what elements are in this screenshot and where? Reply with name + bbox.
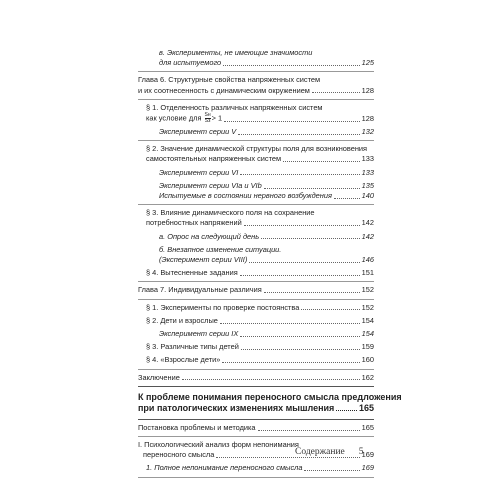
- page-number: 125: [361, 58, 374, 68]
- toc-entry-tested: Испытуемые в состоянии нервного возбуждения 140: [159, 191, 374, 201]
- page-number: 169: [361, 463, 374, 473]
- toc-entry-s4: § 4. Вытесненные задания 151: [146, 268, 374, 278]
- toc-entry-s3a: а. Опрос на следующий день 142: [159, 231, 374, 241]
- toc-entry-p3: 1. Полное непонимание переносного смысла 169: [146, 463, 374, 473]
- page-number: 152: [361, 285, 374, 295]
- divider: [138, 477, 374, 478]
- toc-entry-c7s1: § 1. Эксперименты по проверке постоянства 152: [146, 302, 374, 312]
- toc-entry-s3: § 3. Влияние динамического поля на сохранение потребностных напряжений 142: [146, 208, 374, 228]
- page-number: 160: [361, 355, 374, 365]
- page-number: 133: [361, 167, 374, 177]
- page-number: 146: [361, 255, 374, 265]
- toc-entry-s2: § 2. Значение динамической структуры поля для возникновения самостоятельных напряженных систем 133: [146, 144, 374, 164]
- page-number: 162: [361, 372, 374, 382]
- toc-entry-exp6: Эксперимент серии VI 133: [159, 167, 374, 177]
- toc-entry-exp5: Эксперимент серии V 132: [159, 127, 374, 137]
- toc-entry-c7s4: § 4. «Взрослые дети» 160: [146, 355, 374, 365]
- page-number-footer: 5: [358, 447, 364, 457]
- toc-entry-exp7: Эксперимент серии VIa и VIb 135: [159, 180, 374, 190]
- toc-entry-c7s3: § 3. Различные типы детей 159: [146, 342, 374, 352]
- page-number: 133: [361, 154, 374, 164]
- toc-entry-s1: § 1. Отделенность различных напряженных систем как условие для $\frac{Sн}{Sз}$ > 1 128: [146, 102, 374, 125]
- toc-entry-chapter-6: Глава 6. Структурные свойства напряженных систем и их соотнесенность с динамическим окружением 128: [138, 75, 374, 95]
- page-number: 159: [361, 342, 374, 352]
- running-footer-label: Содержание: [295, 447, 345, 457]
- toc-entry-chapter-7: Глава 7. Индивидуальные различия 152: [138, 285, 374, 295]
- page-number: 165: [358, 402, 374, 413]
- formula-fraction: $\frac{Sн}{Sз}$: [204, 112, 211, 125]
- page-number: 154: [361, 329, 374, 339]
- toc-entry-p1: Постановка проблемы и методика 165: [138, 422, 374, 432]
- toc-entry-s3b: б. Внезапное изменение ситуации. (Эксперимент серии VIII) 146: [159, 244, 374, 265]
- page-footer: [295, 447, 364, 457]
- table-of-contents: [138, 48, 402, 478]
- toc-entry-part-heading: К проблеме понимания переносного смысла предложения при патологических изменениях мышления 165: [138, 391, 402, 413]
- toc-entry-conclusion: Заключение 162: [138, 372, 374, 382]
- page-number: 151: [361, 268, 374, 278]
- page-number: 142: [361, 218, 374, 228]
- page-number: 140: [361, 191, 374, 201]
- toc-entry-exp9: Эксперимент серии IX 154: [159, 329, 374, 339]
- toc-entry-e1: в. Эксперименты, не имеющие значимости для испытуемого 125: [159, 48, 374, 68]
- page-number: 154: [361, 315, 374, 325]
- page-number: 152: [361, 302, 374, 312]
- page-number: 165: [361, 422, 374, 432]
- toc-entry-c7s2: § 2. Дети и взрослые 154: [146, 315, 374, 325]
- page-number: 142: [361, 231, 374, 241]
- page-number: 135: [361, 180, 374, 190]
- toc-entry-p2: I. Психологический анализ форм непонимания переносного смысла 169: [138, 440, 374, 460]
- page-number: 128: [361, 85, 374, 95]
- page-number: 128: [361, 113, 374, 123]
- page-number: 169: [361, 450, 374, 460]
- page-number: 132: [361, 127, 374, 137]
